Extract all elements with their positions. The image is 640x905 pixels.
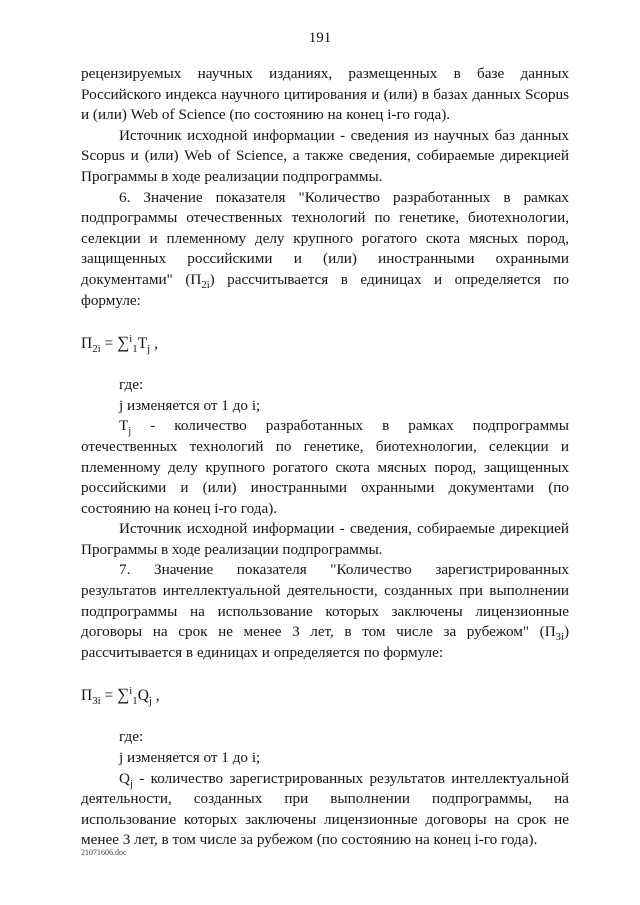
tj-symbol: T [119, 417, 129, 435]
footer-filename: 21071606.doc [81, 848, 127, 857]
indicator-7-tail: ) рассчитывается в единицах и определяется по формуле: [81, 623, 569, 661]
tj-text: - количество разработанных в рамках подпрограммы отечественных технологий по генетике, биотехнологии, селекции и племенному делу крупного рогатого скота мясных пород, защищенных российскими и (или) иностранными охранными документами (по состоянию на конец i-го года). [81, 417, 569, 517]
formula-2-term: Q [137, 687, 149, 705]
formula-1-term: T [137, 335, 148, 353]
formula-2-sum: ∑ [117, 685, 130, 705]
indicator-7-subscript: 3i [555, 632, 564, 644]
qj-symbol: Q [119, 769, 130, 787]
indicator-6-tail: ) рассчитывается в единицах и определяется по формуле: [81, 270, 569, 309]
paragraph-indicator-6 [81, 188, 569, 312]
j-range-1: j изменяется от 1 до i; [119, 396, 261, 414]
document-body [81, 64, 569, 851]
formula-1-lhs: П [81, 335, 93, 353]
paragraph-indicator-7 [81, 560, 569, 663]
indicator-6-subscript: 2i [201, 279, 210, 291]
formula-2-sum-sub: 1 [132, 695, 138, 708]
formula-p3i [81, 663, 569, 727]
paragraph-continuation: рецензируемых научных изданиях, размещенных в базе данных Российского индекса научного цитирования и (или) в базах данных Scopus и (или) Web of Science (по состоянию на конец i-го года). [81, 65, 569, 124]
formula-p2i [81, 311, 569, 375]
where-label-1: где: [119, 376, 144, 394]
qj-text: - количество зарегистрированных результатов интеллектуальной деятельности, созданных при выполнении подпрограммы, на использование которых заключены лицензионные договоры на срок не менее 3 лет, в том числе за рубежом (по состоянию на конец i-го года). [81, 769, 569, 849]
formula-1-lhs-sub: 2i [92, 343, 101, 356]
formula-1-sum-sub: 1 [132, 343, 138, 356]
page-number: 191 [308, 30, 332, 46]
formula-2-sum-sup: i [129, 685, 133, 698]
paragraph-qj-definition [81, 769, 569, 851]
j-range-2: j изменяется от 1 до i; [119, 749, 261, 767]
paragraph-source-2: Источник исходной информации - сведения, собираемые дирекцией Программы в ходе реализации подпрограммы. [81, 520, 569, 558]
formula-2-term-sub: j [148, 695, 152, 708]
formula-2-eq: = [100, 687, 118, 705]
formula-2-lhs-sub: 3i [92, 695, 101, 708]
formula-1-term-sub: j [147, 343, 151, 356]
formula-1-tail: , [150, 335, 158, 353]
qj-subscript: j [129, 778, 133, 790]
formula-2-tail: , [151, 687, 160, 705]
formula-1-eq: = [100, 335, 118, 353]
paragraph-tj-definition [81, 416, 569, 519]
paragraph-source-1: Источник исходной информации - сведения из научных баз данных Scopus и (или) Web of Science, а также сведения, собираемые дирекцией Программы в ходе реализации подпрограммы. [81, 126, 569, 185]
indicator-7-text: 7. Значение показателя "Количество зарегистрированных результатов интеллектуальной деятельности, созданных при выполнении подпрограммы на использование которых заключены лицензионные договоры на срок не менее 3 лет, в том числе за рубежом" (П [81, 561, 569, 641]
formula-2-lhs: П [81, 687, 93, 705]
formula-1-sum: ∑ [117, 333, 130, 353]
formula-1-sum-sup: i [129, 332, 133, 345]
where-label-2: где: [119, 728, 144, 746]
tj-subscript: j [128, 426, 132, 438]
indicator-6-text: 6. Значение показателя "Количество разработанных в рамках подпрограммы отечественных технологий по генетике, биотехнологии, селекции и племенному делу крупного рогатого скота мясных пород, защищенных российскими и (или) иностранными охранными документами" (П [81, 188, 569, 288]
